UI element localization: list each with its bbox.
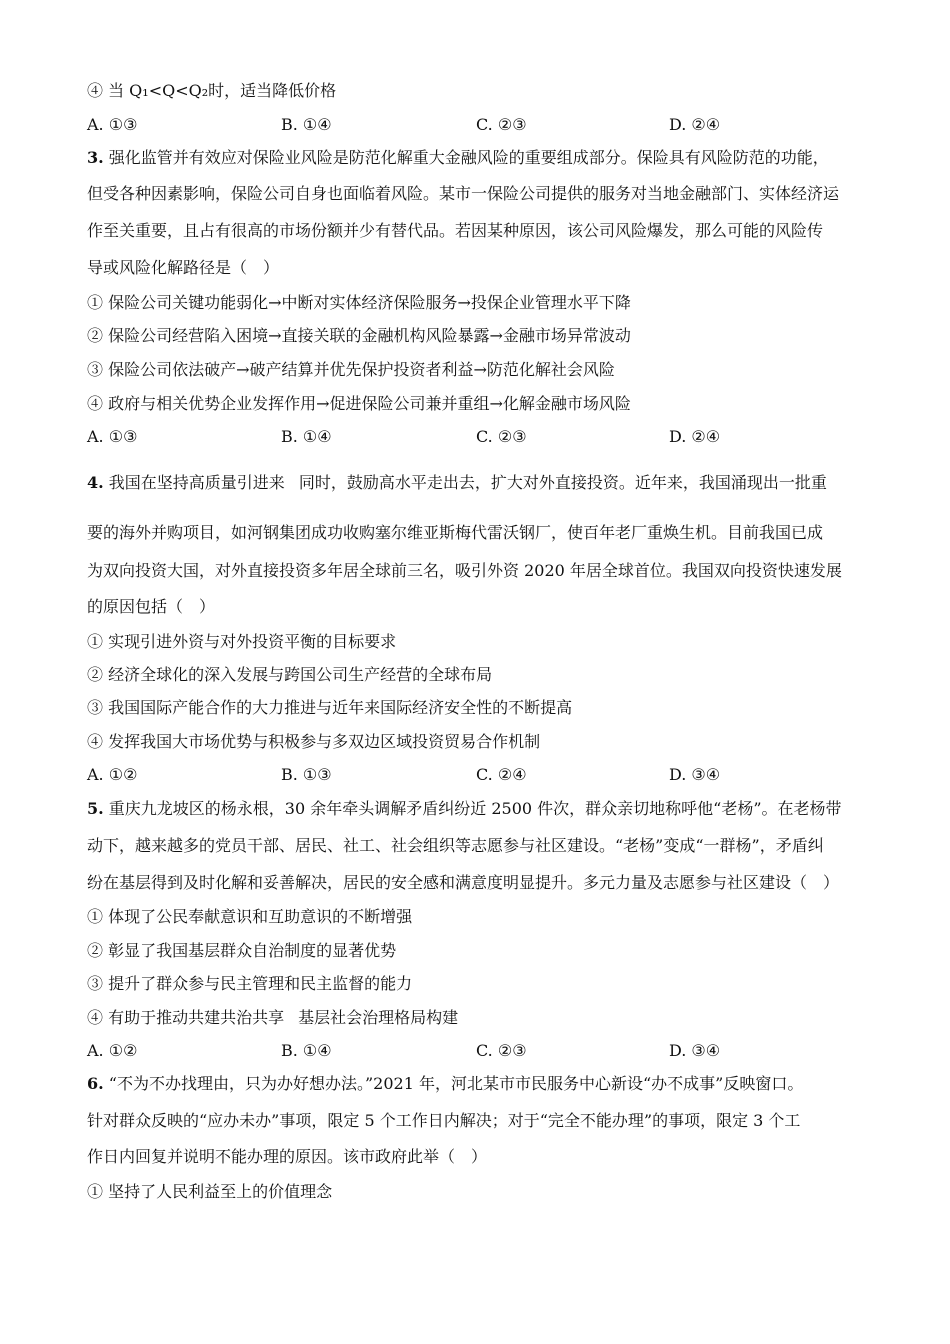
q4-options: [87, 764, 877, 786]
q3-stem-line-4: 导或风险化解路径是（ ）: [87, 258, 280, 277]
q5-option-d: D. ③④: [669, 1041, 721, 1060]
q3-item-4: ④ 政府与相关优势企业发挥作用→促进保险公司兼并重组→化解金融市场风险: [87, 394, 631, 413]
q5-item-1: ① 体现了公民奉献意识和互助意识的不断增强: [87, 907, 413, 926]
q4-stem-line-2: 要的海外并购项目，如河钢集团成功收购塞尔维亚斯梅代雷沃钢厂，使百年老厂重焕生机。目前我国已成: [87, 523, 824, 542]
q4-option-c: C. ②④: [476, 765, 527, 784]
q5-item-4a: ④ 有助于推动共建共治共享: [87, 1008, 285, 1027]
q3-stem-text-1: 强化监管并有效应对保险业风险是防范化解重大金融风险的重要组成部分。保险具有风险防范的功能，: [108, 148, 829, 167]
q3-option-b: B. ①④: [281, 427, 332, 446]
q5-option-b: B. ①④: [281, 1041, 332, 1060]
q4-item-3: ③ 我国国际产能合作的大力推进与近年来国际经济安全性的不断提高: [87, 698, 573, 717]
q2-item-4: ④ 当 Q₁<Q<Q₂时，适当降低价格: [87, 81, 337, 100]
q5-item-4: [87, 1007, 458, 1029]
q2-option-c: C. ②③: [476, 115, 527, 134]
q4-stem-line-3: 为双向投资大国，对外直接投资多年居全球前三名，吸引外资 2020 年居全球首位。我国双向投资快速发展: [87, 561, 842, 580]
q5-option-c: C. ②③: [476, 1041, 527, 1060]
q4-item-4: ④ 发挥我国大市场优势与积极参与多双边区域投资贸易合作机制: [87, 732, 541, 751]
q5-stem-line-3: 纷在基层得到及时化解和妥善解决，居民的安全感和满意度明显提升。多元力量及志愿参与社区建设（ ）: [87, 873, 840, 892]
q4-number: 4.: [87, 473, 104, 492]
q3-stem-line-3: 作至关重要，且占有很高的市场份额并少有替代品。若因某种原因，该公司风险爆发，那么可能的风险传: [87, 221, 824, 240]
q5-stem-line-1: [87, 798, 842, 820]
q3-item-2: ② 保险公司经营陷入困境→直接关联的金融机构风险暴露→金融市场异常波动: [87, 326, 631, 345]
q5-stem-line-2: 动下，越来越多的党员干部、居民、社工、社会组织等志愿参与社区建设。“老杨”变成“一群杨”，矛盾纠: [87, 836, 824, 855]
q6-stem-line-3: 作日内回复并说明不能办理的原因。该市政府此举（ ）: [87, 1147, 488, 1166]
q6-number: 6.: [87, 1074, 104, 1093]
q3-stem-line-1: [87, 147, 829, 169]
q4-stem-text-1a: 我国在坚持高质量引进来: [108, 473, 285, 492]
q5-number: 5.: [87, 799, 104, 818]
q5-item-4b: 基层社会治理格局构建: [298, 1008, 459, 1027]
q4-item-1: ① 实现引进外资与对外投资平衡的目标要求: [87, 632, 397, 651]
q4-item-2: ② 经济全球化的深入发展与跨国公司生产经营的全球布局: [87, 665, 493, 684]
q2-option-d: D. ②④: [669, 115, 721, 134]
q5-options: [87, 1040, 877, 1062]
q3-option-d: D. ②④: [669, 427, 721, 446]
q6-stem-line-1: [87, 1073, 803, 1095]
q3-stem-line-2: 但受各种因素影响，保险公司自身也面临着风险。某市一保险公司提供的服务对当地金融部门、实体经济运: [87, 184, 840, 203]
q2-option-b: B. ①④: [281, 115, 332, 134]
q3-item-3: ③ 保险公司依法破产→破产结算并优先保护投资者利益→防范化解社会风险: [87, 360, 615, 379]
q3-item-1: ① 保险公司关键功能弱化→中断对实体经济保险服务→投保企业管理水平下降: [87, 293, 631, 312]
q4-stem-line-4: 的原因包括（ ）: [87, 597, 216, 616]
q3-option-a: A. ①③: [87, 427, 138, 446]
q2-options: [87, 114, 877, 136]
q5-stem-text-1: 重庆九龙坡区的杨永根，30 余年牵头调解矛盾纠纷近 2500 件次，群众亲切地称呼他“老杨”。在老杨带: [108, 799, 842, 818]
q3-number: 3.: [87, 148, 104, 167]
q6-stem-line-2: 针对群众反映的“应办未办”事项，限定 5 个工作日内解决；对于“完全不能办理”的事项，限定 3 个工: [87, 1111, 801, 1130]
q4-stem-line-1: [87, 472, 827, 494]
q4-option-b: B. ①③: [281, 765, 332, 784]
q3-option-c: C. ②③: [476, 427, 527, 446]
q4-option-a: A. ①②: [87, 765, 138, 784]
q5-item-3: ③ 提升了群众参与民主管理和民主监督的能力: [87, 974, 413, 993]
q5-option-a: A. ①②: [87, 1041, 138, 1060]
q2-option-a: A. ①③: [87, 115, 138, 134]
q5-item-2: ② 彰显了我国基层群众自治制度的显著优势: [87, 941, 397, 960]
q6-stem-text-1: “不为不办找理由，只为办好想办法。”2021 年，河北某市市民服务中心新设“办不成事”反映窗口。: [108, 1074, 804, 1093]
q4-stem-text-1b: 同时，鼓励高水平走出去，扩大对外直接投资。近年来，我国涌现出一批重: [298, 473, 827, 492]
q3-options: [87, 426, 877, 448]
q4-option-d: D. ③④: [669, 765, 721, 784]
q6-item-1: ① 坚持了人民利益至上的价值理念: [87, 1182, 333, 1201]
